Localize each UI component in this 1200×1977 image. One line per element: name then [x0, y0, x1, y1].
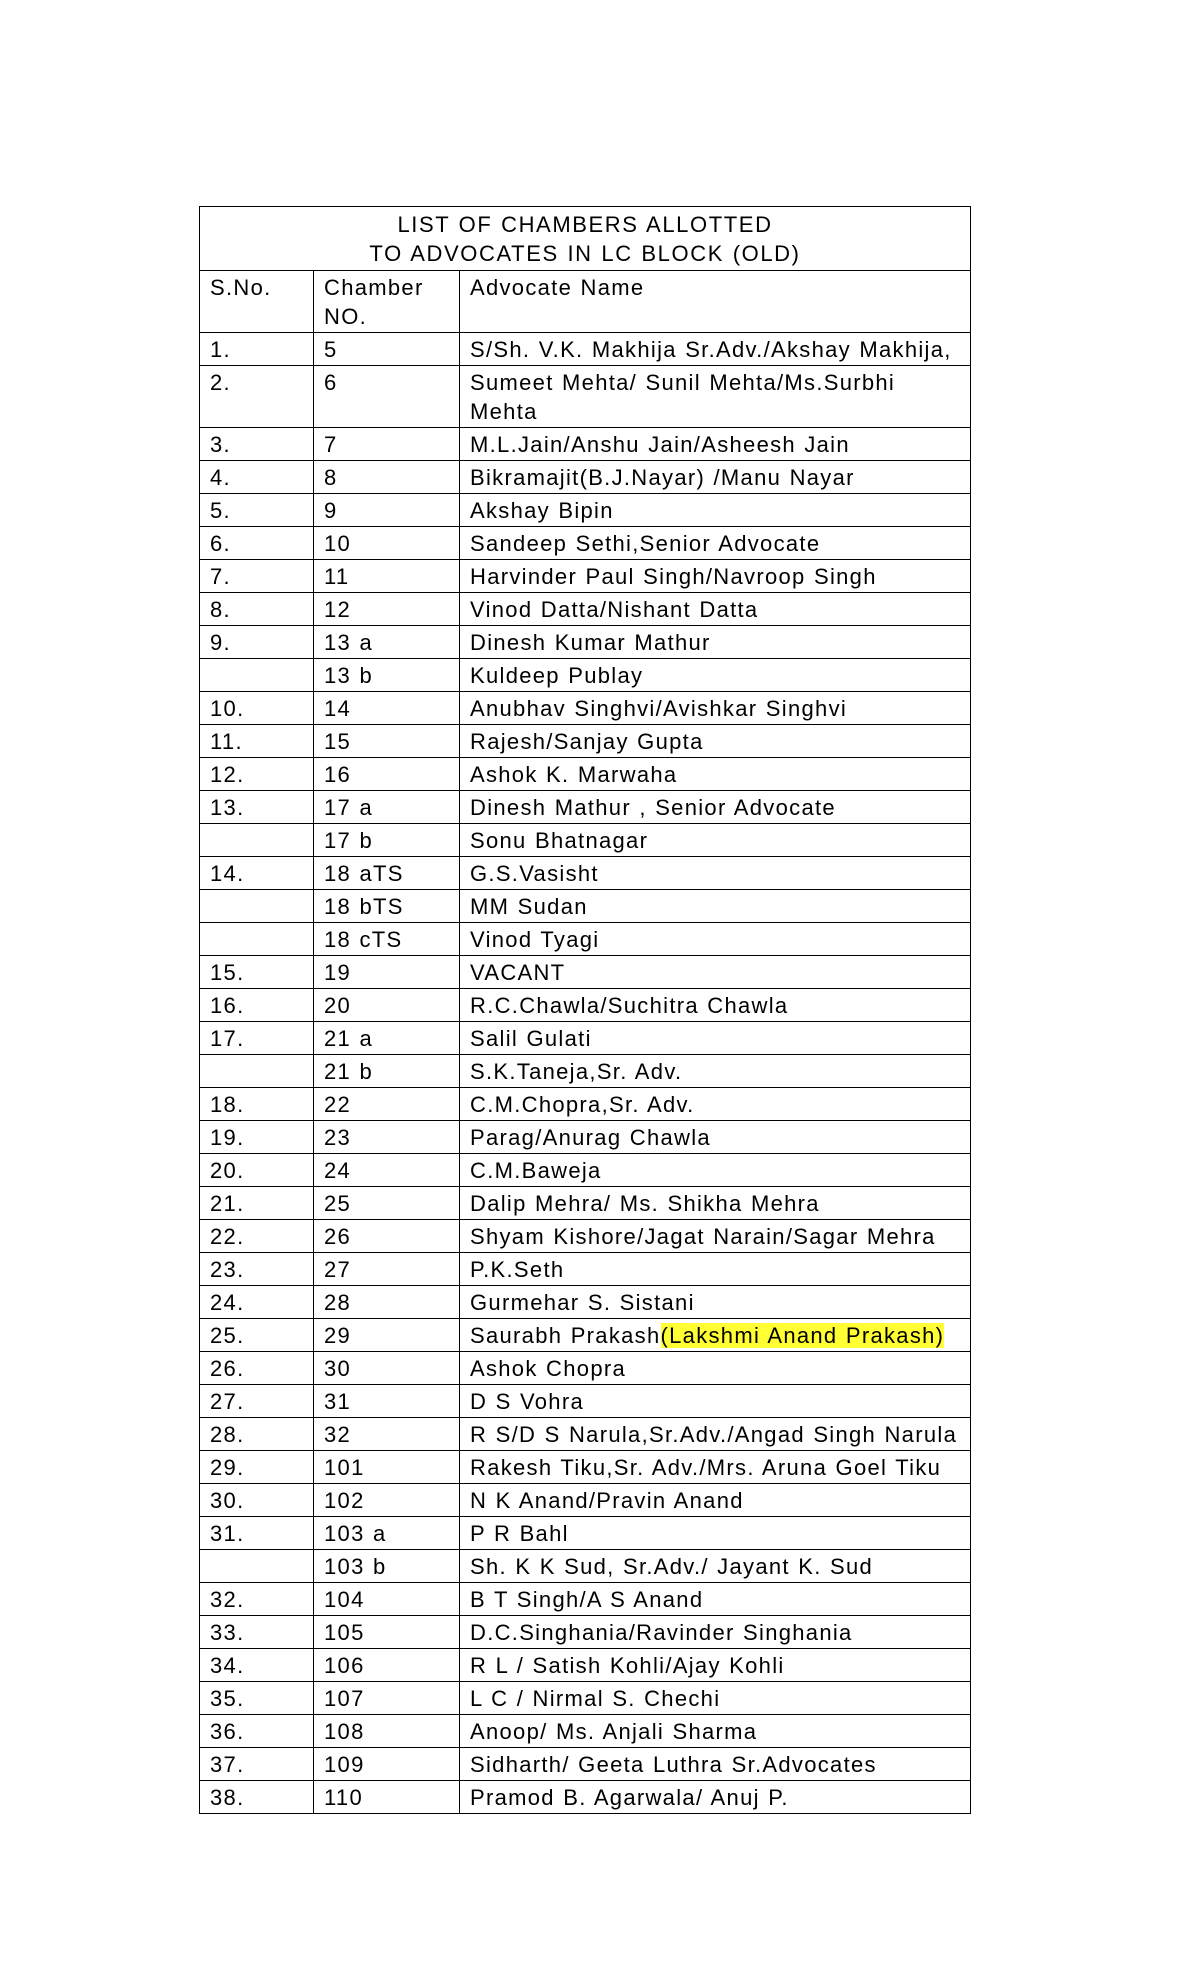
table-row	[200, 758, 971, 791]
table-row	[200, 1352, 971, 1385]
cell-advocate-name	[460, 692, 971, 725]
table-row	[200, 461, 971, 494]
table-row	[200, 659, 971, 692]
cell-sno: 17.	[200, 1022, 314, 1055]
cell-sno: 29.	[200, 1451, 314, 1484]
cell-advocate-name	[460, 857, 971, 890]
cell-chamber: 26	[314, 1220, 460, 1253]
advocate-name-text: M.L.Jain/Anshu Jain/Asheesh Jain	[470, 432, 850, 457]
cell-sno	[200, 923, 314, 956]
cell-sno: 30.	[200, 1484, 314, 1517]
cell-sno: 9.	[200, 626, 314, 659]
table-row	[200, 1154, 971, 1187]
advocate-name-text: Anubhav Singhvi/Avishkar Singhvi	[470, 696, 848, 721]
table-row	[200, 791, 971, 824]
cell-chamber: 11	[314, 560, 460, 593]
header-advocate-name: Advocate Name	[460, 271, 971, 333]
cell-advocate-name	[460, 1748, 971, 1781]
cell-chamber: 103 b	[314, 1550, 460, 1583]
cell-chamber: 110	[314, 1781, 460, 1814]
table-row	[200, 824, 971, 857]
table-row	[200, 989, 971, 1022]
cell-sno: 27.	[200, 1385, 314, 1418]
cell-sno: 19.	[200, 1121, 314, 1154]
cell-chamber: 104	[314, 1583, 460, 1616]
chambers-table	[199, 206, 971, 1814]
cell-advocate-name	[460, 1286, 971, 1319]
cell-sno	[200, 824, 314, 857]
advocate-name-text: S/Sh. V.K. Makhija Sr.Adv./Akshay Makhija,	[470, 337, 952, 362]
cell-sno: 21.	[200, 1187, 314, 1220]
advocate-name-text: Ashok K. Marwaha	[470, 762, 678, 787]
cell-sno: 16.	[200, 989, 314, 1022]
cell-sno: 33.	[200, 1616, 314, 1649]
advocate-name-text: Bikramajit(B.J.Nayar) /Manu Nayar	[470, 465, 855, 490]
cell-sno: 36.	[200, 1715, 314, 1748]
advocate-name-text: G.S.Vasisht	[470, 861, 599, 886]
advocate-name-text: Dalip Mehra/ Ms. Shikha Mehra	[470, 1191, 820, 1216]
cell-advocate-name	[460, 1418, 971, 1451]
advocate-name-text: D S Vohra	[470, 1389, 584, 1414]
cell-chamber: 13 b	[314, 659, 460, 692]
table-row	[200, 1088, 971, 1121]
cell-chamber: 12	[314, 593, 460, 626]
advocate-name-text: Anoop/ Ms. Anjali Sharma	[470, 1719, 758, 1744]
table-row	[200, 1583, 971, 1616]
cell-sno: 34.	[200, 1649, 314, 1682]
advocate-name-text: Rajesh/Sanjay Gupta	[470, 729, 704, 754]
table-row	[200, 1781, 971, 1814]
table-row	[200, 1649, 971, 1682]
cell-chamber: 31	[314, 1385, 460, 1418]
cell-chamber: 25	[314, 1187, 460, 1220]
cell-sno: 13.	[200, 791, 314, 824]
cell-chamber: 29	[314, 1319, 460, 1352]
cell-chamber: 6	[314, 366, 460, 428]
cell-advocate-name	[460, 1022, 971, 1055]
document-page	[199, 206, 970, 1814]
table-row	[200, 857, 971, 890]
cell-chamber: 7	[314, 428, 460, 461]
table-row	[200, 593, 971, 626]
cell-advocate-name	[460, 1715, 971, 1748]
cell-chamber: 32	[314, 1418, 460, 1451]
cell-advocate-name	[460, 1088, 971, 1121]
cell-advocate-name	[460, 956, 971, 989]
table-row	[200, 725, 971, 758]
cell-chamber: 15	[314, 725, 460, 758]
cell-advocate-name	[460, 1385, 971, 1418]
cell-advocate-name	[460, 1220, 971, 1253]
cell-advocate-name	[460, 1583, 971, 1616]
table-row	[200, 1484, 971, 1517]
cell-advocate-name	[460, 1451, 971, 1484]
cell-chamber: 10	[314, 527, 460, 560]
table-row	[200, 626, 971, 659]
advocate-name-text: C.M.Baweja	[470, 1158, 602, 1183]
cell-advocate-name	[460, 791, 971, 824]
table-row	[200, 1286, 971, 1319]
advocate-name-text: Kuldeep Publay	[470, 663, 644, 688]
cell-advocate-name	[460, 593, 971, 626]
cell-sno: 7.	[200, 560, 314, 593]
cell-chamber: 21 a	[314, 1022, 460, 1055]
table-row	[200, 1220, 971, 1253]
cell-advocate-name	[460, 461, 971, 494]
table-row	[200, 1022, 971, 1055]
cell-chamber: 106	[314, 1649, 460, 1682]
advocate-name-text: MM Sudan	[470, 894, 588, 919]
table-row	[200, 1055, 971, 1088]
cell-advocate-name	[460, 1187, 971, 1220]
advocate-name-text: R L / Satish Kohli/Ajay Kohli	[470, 1653, 785, 1678]
highlighted-name-text: (Lakshmi Anand Prakash)	[660, 1323, 945, 1348]
cell-advocate-name	[460, 725, 971, 758]
cell-chamber: 17 b	[314, 824, 460, 857]
advocate-name-text: N K Anand/Pravin Anand	[470, 1488, 744, 1513]
cell-advocate-name	[460, 923, 971, 956]
advocate-name-text: Rakesh Tiku,Sr. Adv./Mrs. Aruna Goel Tiku	[470, 1455, 942, 1480]
table-row	[200, 692, 971, 725]
cell-chamber: 30	[314, 1352, 460, 1385]
advocate-name-text: L C / Nirmal S. Chechi	[470, 1686, 721, 1711]
cell-advocate-name	[460, 890, 971, 923]
cell-advocate-name	[460, 1055, 971, 1088]
cell-chamber: 23	[314, 1121, 460, 1154]
advocate-name-text: Sh. K K Sud, Sr.Adv./ Jayant K. Sud	[470, 1554, 874, 1579]
table-row	[200, 366, 971, 428]
cell-chamber: 105	[314, 1616, 460, 1649]
cell-advocate-name	[460, 626, 971, 659]
cell-sno: 2.	[200, 366, 314, 428]
cell-sno: 38.	[200, 1781, 314, 1814]
cell-sno: 20.	[200, 1154, 314, 1187]
table-row	[200, 428, 971, 461]
cell-advocate-name	[460, 527, 971, 560]
advocate-name-text: VACANT	[470, 960, 566, 985]
advocate-name-text: P R Bahl	[470, 1521, 569, 1546]
table-row	[200, 1418, 971, 1451]
table-row	[200, 1319, 971, 1352]
advocate-name-text: R.C.Chawla/Suchitra Chawla	[470, 993, 789, 1018]
cell-advocate-name	[460, 1154, 971, 1187]
advocate-name-text: Dinesh Kumar Mathur	[470, 630, 711, 655]
cell-chamber: 18 bTS	[314, 890, 460, 923]
cell-advocate-name	[460, 428, 971, 461]
cell-advocate-name	[460, 1550, 971, 1583]
advocate-name-text: Gurmehar S. Sistani	[470, 1290, 695, 1315]
advocate-name-text: C.M.Chopra,Sr. Adv.	[470, 1092, 695, 1117]
cell-chamber: 103 a	[314, 1517, 460, 1550]
title-line-1: LIST OF CHAMBERS ALLOTTED	[397, 212, 773, 237]
table-row	[200, 1616, 971, 1649]
cell-sno: 8.	[200, 593, 314, 626]
cell-sno	[200, 659, 314, 692]
cell-advocate-name	[460, 494, 971, 527]
advocate-name-text: Sandeep Sethi,Senior Advocate	[470, 531, 821, 556]
cell-sno: 1.	[200, 333, 314, 366]
cell-sno: 18.	[200, 1088, 314, 1121]
cell-advocate-name	[460, 366, 971, 428]
table-title	[200, 207, 971, 271]
advocate-name-text: R S/D S Narula,Sr.Adv./Angad Singh Narula	[470, 1422, 958, 1447]
cell-sno: 23.	[200, 1253, 314, 1286]
cell-advocate-name	[460, 1517, 971, 1550]
cell-sno: 31.	[200, 1517, 314, 1550]
advocate-name-text: Shyam Kishore/Jagat Narain/Sagar Mehra	[470, 1224, 936, 1249]
cell-sno	[200, 1550, 314, 1583]
advocate-name-text: Dinesh Mathur , Senior Advocate	[470, 795, 836, 820]
cell-chamber: 102	[314, 1484, 460, 1517]
advocate-name-text: Parag/Anurag Chawla	[470, 1125, 711, 1150]
table-row	[200, 1715, 971, 1748]
cell-sno: 11.	[200, 725, 314, 758]
cell-sno: 37.	[200, 1748, 314, 1781]
cell-chamber: 22	[314, 1088, 460, 1121]
cell-chamber: 18 cTS	[314, 923, 460, 956]
cell-chamber: 16	[314, 758, 460, 791]
cell-advocate-name	[460, 1649, 971, 1682]
cell-sno: 3.	[200, 428, 314, 461]
cell-chamber: 109	[314, 1748, 460, 1781]
table-row	[200, 1451, 971, 1484]
table-row	[200, 1748, 971, 1781]
cell-chamber: 9	[314, 494, 460, 527]
cell-advocate-name	[460, 560, 971, 593]
cell-advocate-name	[460, 1781, 971, 1814]
advocate-name-text: Ashok Chopra	[470, 1356, 627, 1381]
cell-chamber: 14	[314, 692, 460, 725]
table-row	[200, 1682, 971, 1715]
cell-chamber: 8	[314, 461, 460, 494]
cell-sno: 14.	[200, 857, 314, 890]
cell-sno: 22.	[200, 1220, 314, 1253]
table-row	[200, 923, 971, 956]
table-row	[200, 1253, 971, 1286]
advocate-name-text: Salil Gulati	[470, 1026, 592, 1051]
cell-advocate-name	[460, 824, 971, 857]
advocate-name-text: Harvinder Paul Singh/Navroop Singh	[470, 564, 877, 589]
cell-chamber: 24	[314, 1154, 460, 1187]
cell-advocate-name	[460, 1616, 971, 1649]
cell-advocate-name	[460, 333, 971, 366]
advocate-name-text: S.K.Taneja,Sr. Adv.	[470, 1059, 683, 1084]
cell-sno: 10.	[200, 692, 314, 725]
table-row	[200, 527, 971, 560]
cell-chamber: 108	[314, 1715, 460, 1748]
table-row	[200, 890, 971, 923]
advocate-name-text: P.K.Seth	[470, 1257, 565, 1282]
header-row	[200, 271, 971, 333]
cell-chamber: 21 b	[314, 1055, 460, 1088]
cell-sno: 35.	[200, 1682, 314, 1715]
table-row	[200, 560, 971, 593]
cell-advocate-name	[460, 1319, 971, 1352]
cell-sno: 24.	[200, 1286, 314, 1319]
cell-chamber: 5	[314, 333, 460, 366]
cell-sno: 12.	[200, 758, 314, 791]
cell-chamber: 19	[314, 956, 460, 989]
cell-sno	[200, 1055, 314, 1088]
table-row	[200, 1550, 971, 1583]
advocate-name-text: Vinod Tyagi	[470, 927, 600, 952]
cell-advocate-name	[460, 989, 971, 1022]
cell-advocate-name	[460, 1253, 971, 1286]
cell-chamber: 101	[314, 1451, 460, 1484]
table-row	[200, 1187, 971, 1220]
table-row	[200, 1385, 971, 1418]
cell-chamber: 107	[314, 1682, 460, 1715]
advocate-name-text: D.C.Singhania/Ravinder Singhania	[470, 1620, 853, 1645]
cell-sno: 28.	[200, 1418, 314, 1451]
table-row	[200, 1517, 971, 1550]
header-sno: S.No.	[200, 271, 314, 333]
table-row	[200, 1121, 971, 1154]
advocate-name-text: Vinod Datta/Nishant Datta	[470, 597, 759, 622]
cell-sno	[200, 890, 314, 923]
cell-sno: 5.	[200, 494, 314, 527]
cell-advocate-name	[460, 659, 971, 692]
cell-chamber: 27	[314, 1253, 460, 1286]
cell-chamber: 17 a	[314, 791, 460, 824]
cell-sno: 4.	[200, 461, 314, 494]
cell-sno: 25.	[200, 1319, 314, 1352]
title-row	[200, 207, 971, 271]
cell-sno: 6.	[200, 527, 314, 560]
cell-advocate-name	[460, 1121, 971, 1154]
advocate-name-text: B T Singh/A S Anand	[470, 1587, 704, 1612]
advocate-name-text: Saurabh Prakash	[470, 1323, 661, 1348]
advocate-name-text: Akshay Bipin	[470, 498, 614, 523]
table-row	[200, 956, 971, 989]
cell-sno: 15.	[200, 956, 314, 989]
cell-advocate-name	[460, 1484, 971, 1517]
advocate-name-text: Sonu Bhatnagar	[470, 828, 649, 853]
header-chamber: Chamber NO.	[314, 271, 460, 333]
cell-chamber: 18 aTS	[314, 857, 460, 890]
advocate-name-text: Sumeet Mehta/ Sunil Mehta/Ms.Surbhi Mehta	[470, 370, 896, 424]
cell-advocate-name	[460, 758, 971, 791]
cell-advocate-name	[460, 1682, 971, 1715]
cell-chamber: 28	[314, 1286, 460, 1319]
cell-sno: 32.	[200, 1583, 314, 1616]
table-row	[200, 333, 971, 366]
title-line-2: TO ADVOCATES IN LC BLOCK (OLD)	[369, 241, 801, 266]
advocate-name-text: Pramod B. Agarwala/ Anuj P.	[470, 1785, 789, 1810]
table-row	[200, 494, 971, 527]
cell-chamber: 20	[314, 989, 460, 1022]
cell-advocate-name	[460, 1352, 971, 1385]
cell-chamber: 13 a	[314, 626, 460, 659]
cell-sno: 26.	[200, 1352, 314, 1385]
advocate-name-text: Sidharth/ Geeta Luthra Sr.Advocates	[470, 1752, 877, 1777]
